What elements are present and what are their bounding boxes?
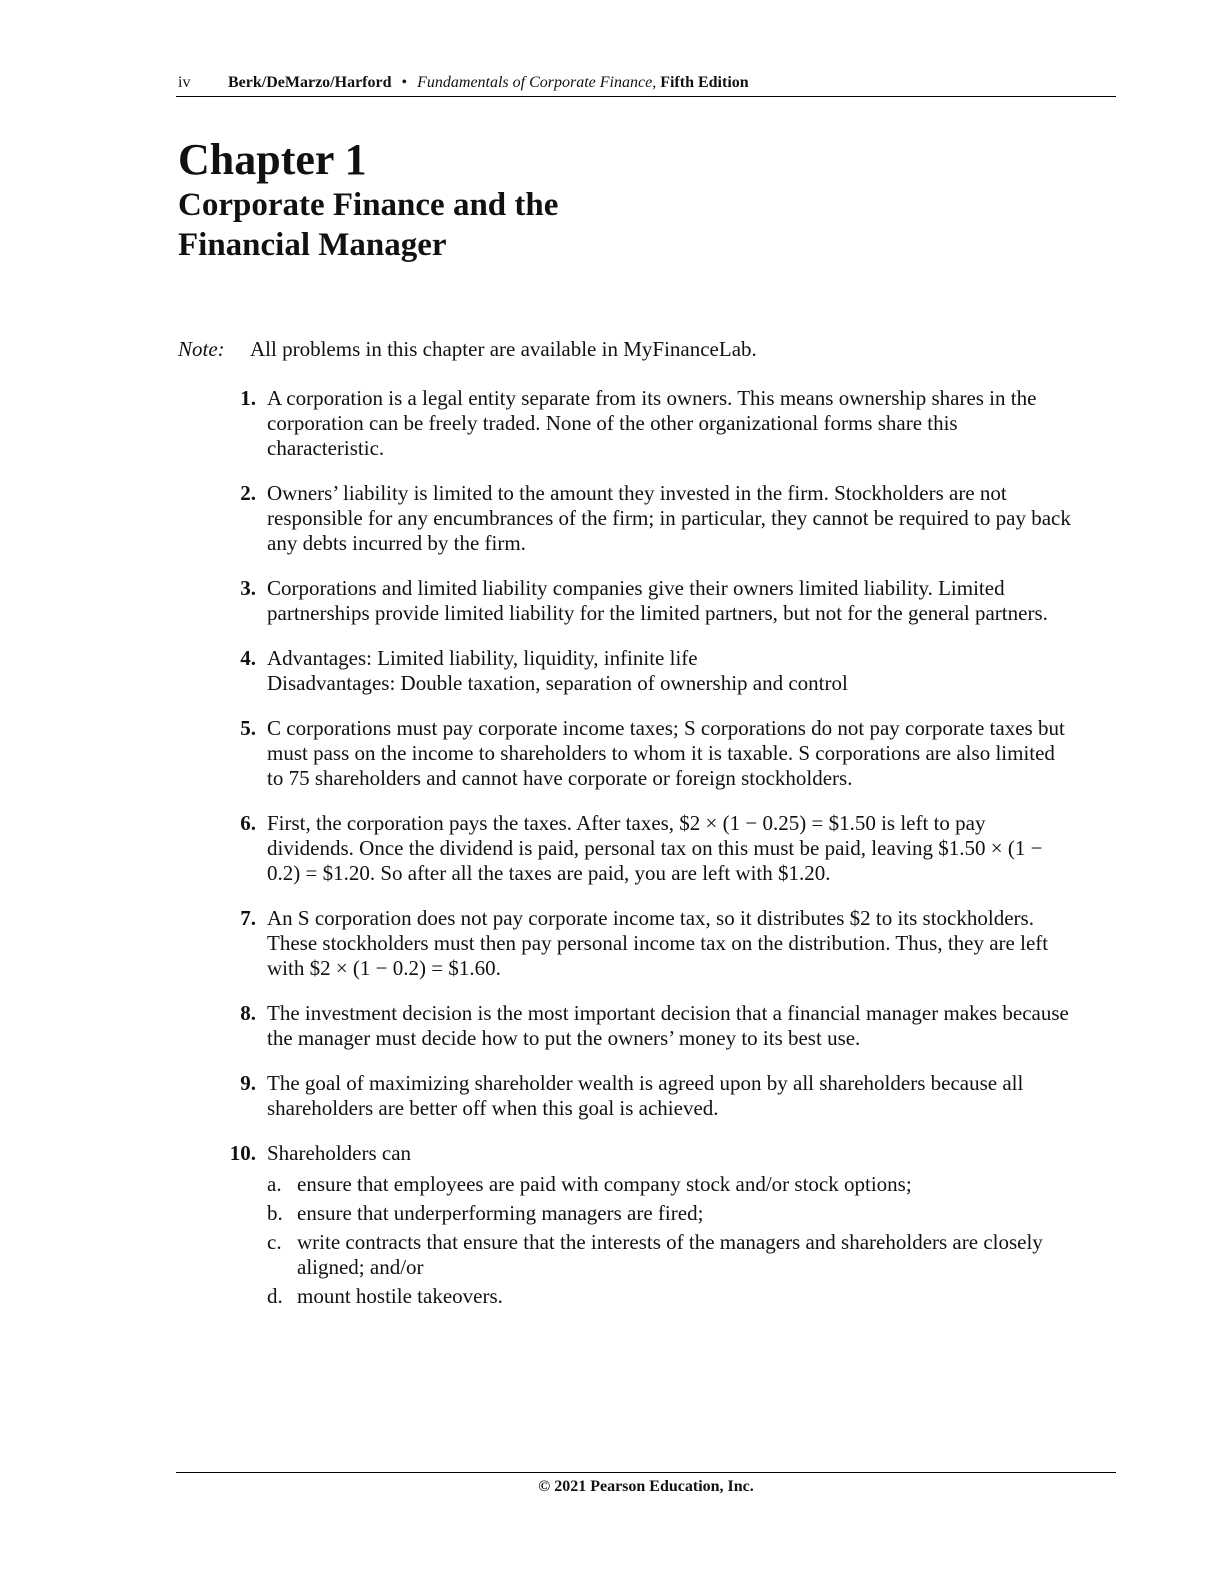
answer-number: 9. [240, 1071, 256, 1095]
answer-number: 8. [240, 1001, 256, 1025]
sub-item [267, 1201, 1106, 1226]
answer-text-line: shareholders are better off when this goal is achieved. [267, 1096, 719, 1120]
answer-text-line: the manager must decide how to put the owners’ money to its best use. [267, 1026, 861, 1050]
answer-item [176, 906, 1106, 981]
sub-item-text-line: aligned; and/or [297, 1255, 424, 1279]
copyright-notice: © 2021 Pearson Education, Inc. [538, 1478, 754, 1495]
answer-text-line: Advantages: Limited liability, liquidity, infinite life [267, 646, 698, 670]
answer-text-line: any debts incurred by the firm. [267, 531, 526, 555]
running-head-book-title: Fundamentals of Corporate Finance, [417, 74, 657, 91]
answer-number: 4. [240, 646, 256, 670]
answer-text-line: Owners’ liability is limited to the amount they invested in the firm. Stockholders are not [267, 481, 1007, 505]
answer-item [176, 646, 1106, 696]
answer-text-line: The investment decision is the most important decision that a financial manager makes because [267, 1001, 1069, 1025]
sub-item-text-line: ensure that employees are paid with company stock and/or stock options; [297, 1172, 912, 1196]
page-header [176, 72, 1116, 97]
chapter-note [178, 337, 757, 362]
answer-text-line: C corporations must pay corporate income taxes; S corporations do not pay corporate taxes but [267, 716, 1065, 740]
sub-item-letter: c. [267, 1230, 282, 1254]
sub-item-list [267, 1172, 1106, 1309]
answer-text-line: with $2 × (1 − 0.2) = $1.60. [267, 956, 501, 980]
answer-number: 10. [229, 1141, 256, 1165]
answer-text-line: The goal of maximizing shareholder wealth is agreed upon by all shareholders because all [267, 1071, 1024, 1095]
answer-item [176, 811, 1106, 886]
chapter-heading [178, 133, 638, 265]
answer-text-line: must pass on the income to shareholders to whom it is taxable. S corporations are also limited [267, 741, 1055, 765]
answer-number: 3. [240, 576, 256, 600]
answer-item [176, 386, 1106, 461]
answer-item [176, 1001, 1106, 1051]
answer-text-line: Corporations and limited liability companies give their owners limited liability. Limited [267, 576, 1005, 600]
sub-item-letter: a. [267, 1172, 282, 1196]
chapter-title-line-1: Corporate Finance and the [178, 187, 559, 223]
answer-text-line: An S corporation does not pay corporate income tax, so it distributes $2 to its stockholders. [267, 906, 1034, 930]
answer-item [176, 481, 1106, 556]
chapter-title [178, 185, 638, 265]
chapter-title-line-2: Financial Manager [178, 227, 447, 263]
sub-item-letter: b. [267, 1201, 283, 1225]
sub-item-letter: d. [267, 1284, 283, 1308]
page-number: iv [178, 74, 191, 91]
page-footer [176, 1472, 1116, 1496]
answer-text-line: responsible for any encumbrances of the firm; in particular, they cannot be required to pay back [267, 506, 1071, 530]
chapter-number: Chapter 1 [178, 135, 367, 184]
answer-text-line: First, the corporation pays the taxes. After taxes, $2 × (1 − 0.25) = $1.50 is left to pay [267, 811, 986, 835]
answer-list [176, 386, 1106, 1329]
sub-item-text-line: write contracts that ensure that the interests of the managers and shareholders are closely [297, 1230, 1043, 1254]
answer-number: 6. [240, 811, 256, 835]
running-head-authors: Berk/DeMarzo/Harford [228, 74, 392, 91]
answer-text-line: characteristic. [267, 436, 385, 460]
answer-number: 5. [240, 716, 256, 740]
note-text: All problems in this chapter are available in MyFinanceLab. [250, 337, 757, 361]
answer-text-line: Disadvantages: Double taxation, separation of ownership and control [267, 671, 848, 695]
answer-number: 1. [240, 386, 256, 410]
answer-number: 2. [240, 481, 256, 505]
running-head-edition: Fifth Edition [660, 74, 749, 91]
answer-text-line: dividends. Once the dividend is paid, personal tax on this must be paid, leaving $1.50 × (1 − [267, 836, 1043, 860]
answer-text-line: Shareholders can [267, 1141, 412, 1165]
answer-text-line: to 75 shareholders and cannot have corporate or foreign stockholders. [267, 766, 853, 790]
sub-item-text-line: mount hostile takeovers. [297, 1284, 503, 1308]
answer-item [176, 716, 1106, 791]
answer-text-line: corporation can be freely traded. None of the other organizational forms share this [267, 411, 958, 435]
answer-text-line: These stockholders must then pay personal income tax on the distribution. Thus, they are left [267, 931, 1049, 955]
answer-number: 7. [240, 906, 256, 930]
answer-item [176, 1071, 1106, 1121]
sub-item [267, 1230, 1106, 1280]
running-head-separator: • [401, 74, 408, 91]
note-label: Note: [178, 337, 225, 361]
running-head [228, 73, 749, 93]
answer-text-line: 0.2) = $1.20. So after all the taxes are paid, you are left with $1.20. [267, 861, 831, 885]
answer-item [176, 1141, 1106, 1309]
sub-item [267, 1284, 1106, 1309]
answer-text-line: A corporation is a legal entity separate from its owners. This means ownership shares in the [267, 386, 1037, 410]
answer-item [176, 576, 1106, 626]
sub-item [267, 1172, 1106, 1197]
answer-text-line: partnerships provide limited liability for the limited partners, but not for the general partners. [267, 601, 1048, 625]
sub-item-text-line: ensure that underperforming managers are fired; [297, 1201, 704, 1225]
